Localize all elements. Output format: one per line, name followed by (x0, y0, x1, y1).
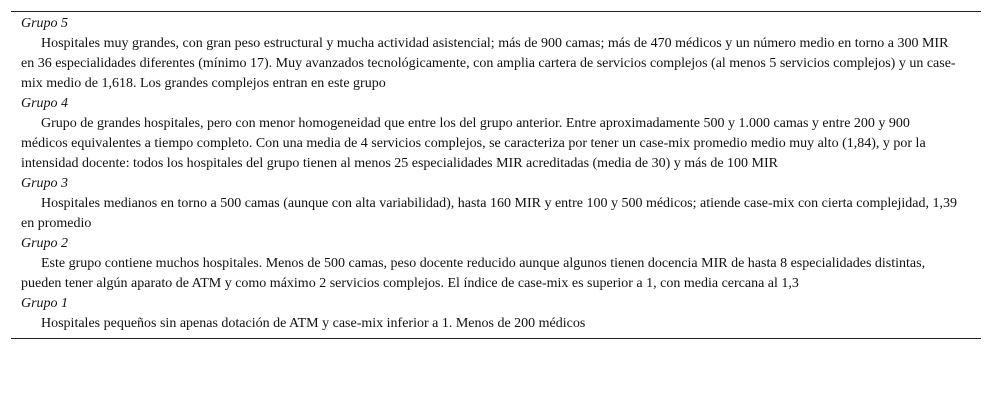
group-3-description: Hospitales medianos en torno a 500 camas (aunque con alta variabilidad), hasta 160 MIR y entre 100 y 500 médicos; atiende case-mix con cierta complejidad, 1,39 en promedio (21, 196, 957, 231)
group-3-title: Grupo 3 (21, 176, 69, 191)
group-1-title: Grupo 1 (21, 296, 69, 311)
group-2-description: Este grupo contiene muchos hospitales. Menos de 500 camas, peso docente reducido aunque algunos tienen docencia MIR de hasta 8 especialidades distintas, pueden tener algún aparato de ATM y como máximo 2 servicios complejos. El índice de case-mix es superior a 1, con media cercana al 1,3 (21, 256, 926, 291)
group-2-title: Grupo 2 (21, 236, 69, 251)
group-5-title: Grupo 5 (21, 16, 69, 31)
group-2 (11, 234, 981, 294)
group-1 (11, 294, 981, 334)
group-4-title: Grupo 4 (21, 96, 69, 111)
group-3 (11, 174, 981, 234)
hospital-groups-table (11, 11, 981, 339)
group-1-description: Hospitales pequeños sin apenas dotación de ATM y case-mix inferior a 1. Menos de 200 médicos (41, 316, 586, 331)
group-5-description: Hospitales muy grandes, con gran peso estructural y mucha actividad asistencial; más de 900 camas; más de 470 médicos y un número medio en torno a 300 MIR en 36 especialidades diferentes (mínimo 17). Muy avanzados tecnológicamente, con amplia cartera de servicios complejos (al menos 5 servicios complejos) y un case-mix medio de 1,618. Los grandes complejos entran en este grupo (21, 36, 956, 91)
group-5 (11, 14, 981, 94)
group-4-description: Grupo de grandes hospitales, pero con menor homogeneidad que entre los del grupo anterior. Entre aproximadamente 500 y 1.000 camas y entre 200 y 900 médicos equivalentes a tiempo completo. Con una media de 4 servicios complejos, se caracteriza por tener un case-mix promedio medio muy alto (1,84), y por la intensidad docente: todos los hospitales del grupo tienen al menos 25 especialidades MIR acreditadas (media de 30) y más de 100 MIR (21, 116, 926, 171)
group-4 (11, 94, 981, 174)
